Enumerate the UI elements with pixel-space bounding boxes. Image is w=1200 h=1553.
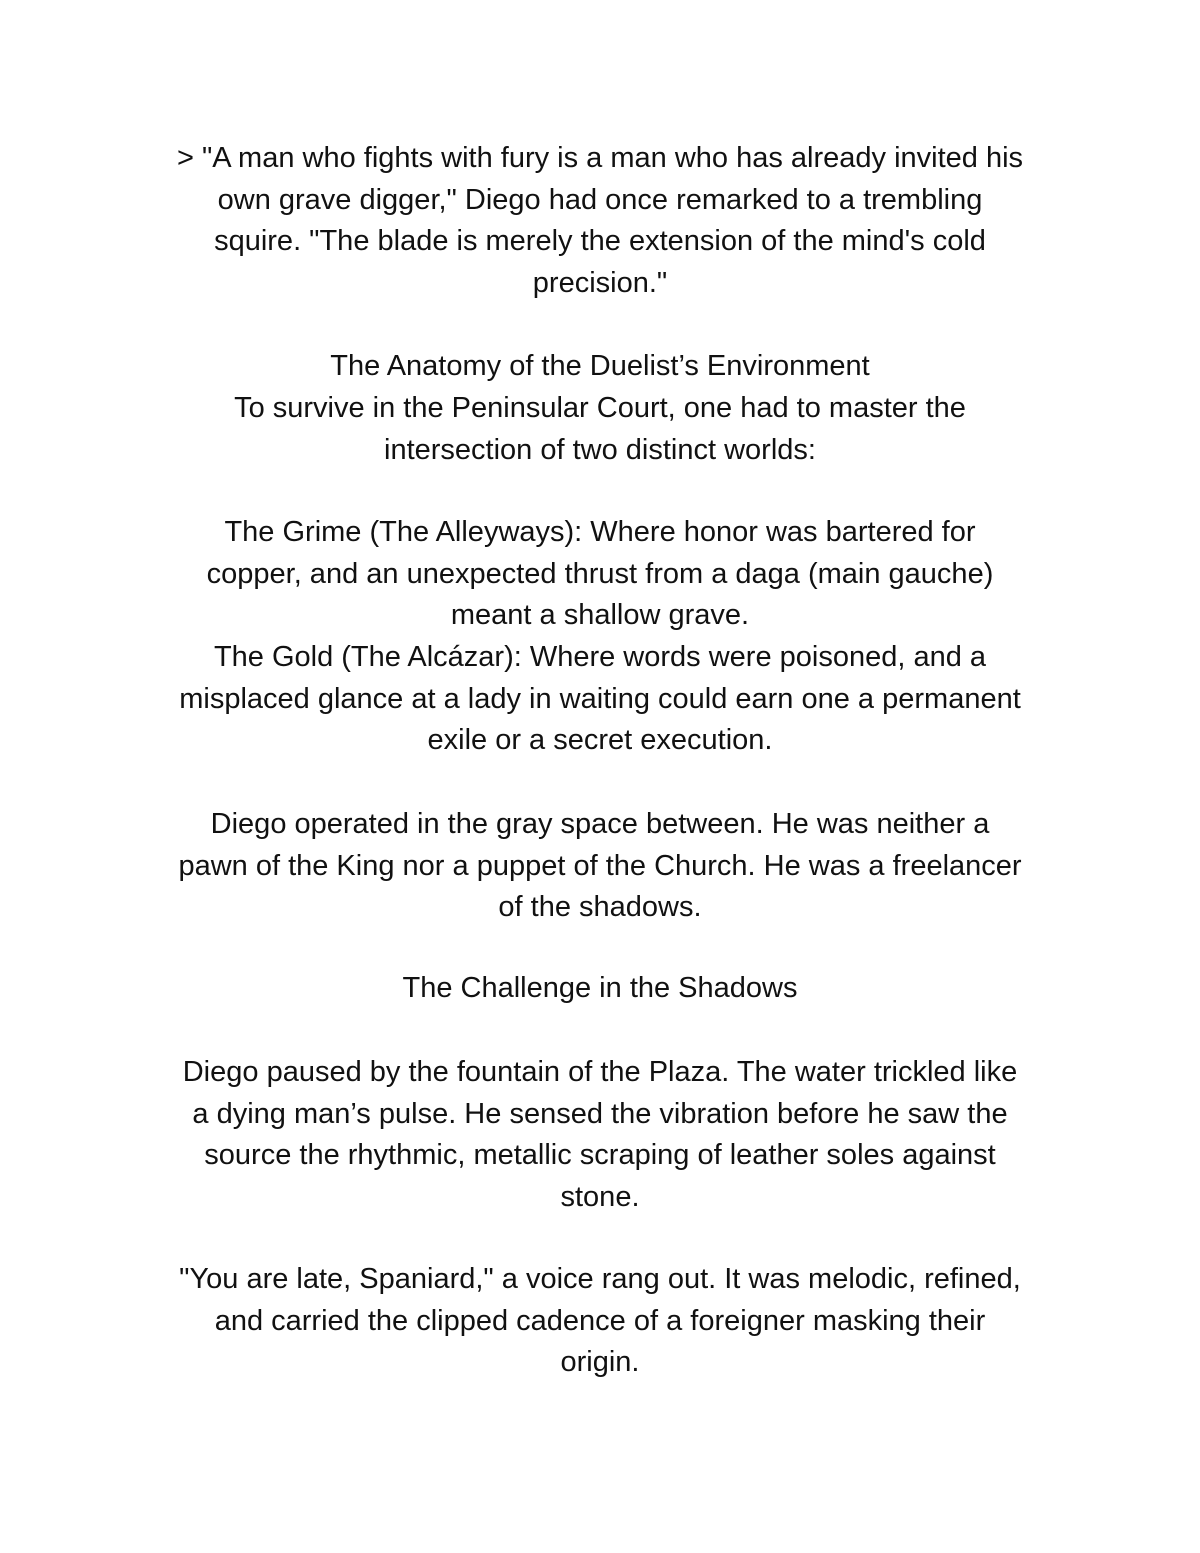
- diego-between-paragraph: Diego operated in the gray space between. He was neither a pawn of the King nor a puppet of the Church. He was a freelancer of the shadows.: [178, 808, 1022, 923]
- section-heading-challenge: The Challenge in the Shadows: [402, 972, 798, 1004]
- section-heading-environment: The Anatomy of the Duelist’s Environment: [330, 350, 870, 382]
- fountain-paragraph: Diego paused by the fountain of the Plaza. The water trickled like a dying man’s pulse. He sensed the vibration before he saw the source the rhythmic, metallic scraping of leather soles against stone.: [182, 1056, 1018, 1213]
- opening-quote: > "A man who fights with fury is a man who has already invited his own grave digger," Diego had once remarked to a trembling squire. "The blade is merely the extension of the mind's cold precision.": [176, 142, 1024, 299]
- gold-paragraph: The Gold (The Alcázar): Where words were poisoned, and a misplaced glance at a lady in waiting could earn one a permanent exile or a secret execution.: [179, 641, 1021, 756]
- intro-paragraph: To survive in the Peninsular Court, one had to master the intersection of two distinct worlds:: [234, 392, 966, 466]
- grime-paragraph: The Grime (The Alleyways): Where honor was bartered for copper, and an unexpected thrust from a daga (main gauche) meant a shallow grave.: [206, 516, 994, 631]
- voice-paragraph: "You are late, Spaniard," a voice rang out. It was melodic, refined, and carried the clipped cadence of a foreigner masking their origin.: [179, 1263, 1021, 1378]
